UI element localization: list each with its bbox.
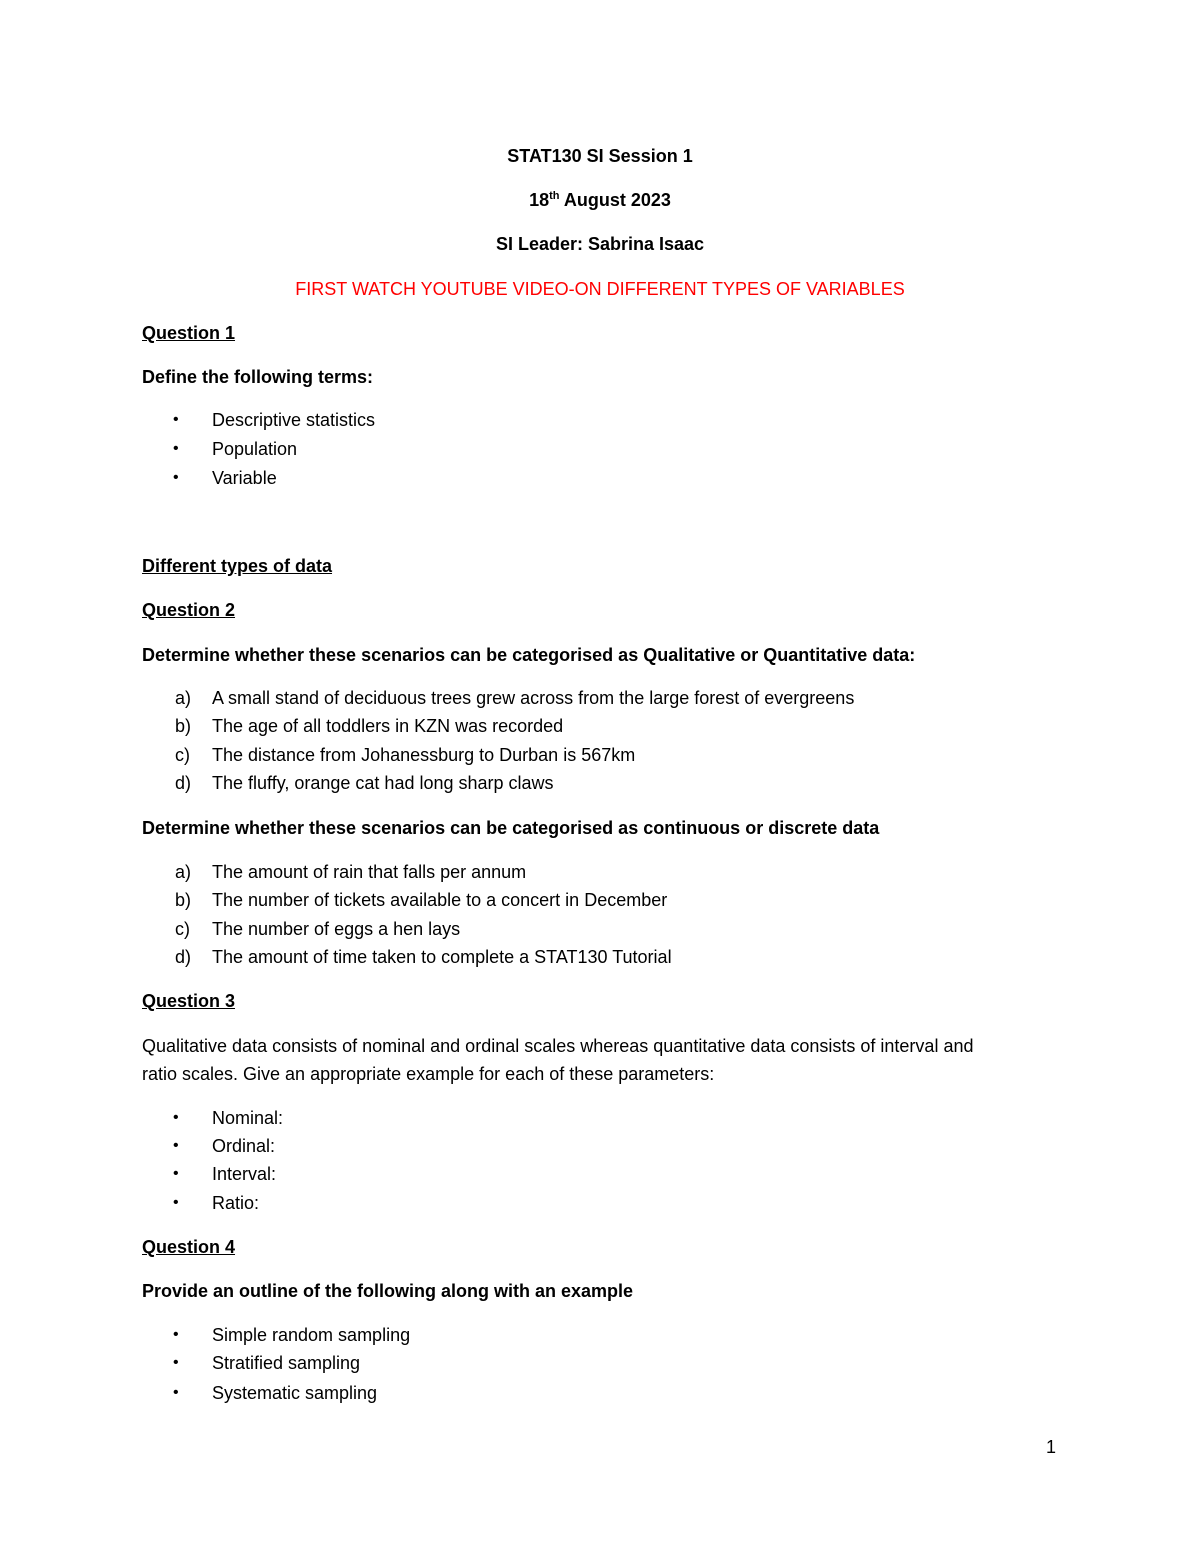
list-item: The number of tickets available to a concert in December (212, 890, 668, 910)
list-item: Population (212, 439, 298, 459)
si-leader: SI Leader: Sabrina Isaac (495, 234, 705, 254)
question-4-heading: Question 4 (142, 1237, 236, 1257)
bullet-icon: • (173, 1194, 179, 1211)
bullet-icon: • (173, 411, 179, 428)
list-item: Interval: (212, 1164, 277, 1184)
list-item: Descriptive statistics (212, 410, 376, 430)
bullet-icon: • (173, 440, 179, 457)
list-marker: c) (175, 919, 190, 939)
list-item: The number of eggs a hen lays (212, 919, 461, 939)
bullet-icon: • (173, 1354, 179, 1371)
video-notice: FIRST WATCH YOUTUBE VIDEO-ON DIFFERENT TYPES OF VARIABLES (295, 279, 905, 299)
list-marker: b) (175, 716, 192, 736)
list-marker: a) (175, 688, 192, 708)
list-item: Ordinal: (212, 1136, 276, 1156)
question-3-paragraph-line-2: ratio scales. Give an appropriate example for each of these parameters: (142, 1064, 715, 1084)
question-2-heading: Question 2 (142, 600, 236, 620)
question-2-instruction-1: Determine whether these scenarios can be categorised as Qualitative or Quantitative data: (142, 645, 916, 665)
question-3-paragraph-line-1: Qualitative data consists of nominal and ordinal scales whereas quantitative data consists of interval and (142, 1036, 974, 1056)
bullet-icon: • (173, 1109, 179, 1126)
list-item: The distance from Johanessburg to Durban is 567km (212, 745, 636, 765)
list-item: The amount of rain that falls per annum (212, 862, 527, 882)
question-4-instruction: Provide an outline of the following along with an example (142, 1281, 634, 1301)
list-item: Variable (212, 468, 277, 488)
list-marker: c) (175, 745, 190, 765)
list-item: Ratio: (212, 1193, 260, 1213)
list-marker: d) (175, 947, 192, 967)
bullet-icon: • (173, 1165, 179, 1182)
bullet-icon: • (173, 1137, 179, 1154)
date-rest: August 2023 (559, 190, 671, 210)
question-2-instruction-2: Determine whether these scenarios can be categorised as continuous or discrete data (142, 818, 880, 838)
session-date (0, 188, 1200, 212)
section-heading: Different types of data (142, 556, 333, 576)
date-day: 18 (529, 190, 550, 210)
page-number: 1 (1046, 1437, 1057, 1457)
bullet-icon: • (173, 1384, 179, 1401)
list-item: The fluffy, orange cat had long sharp claws (212, 773, 554, 793)
list-item: The amount of time taken to complete a STAT130 Tutorial (212, 947, 672, 967)
question-3-heading: Question 3 (142, 991, 236, 1011)
date-suffix: th (549, 190, 560, 202)
list-marker: a) (175, 862, 192, 882)
question-1-heading: Question 1 (142, 323, 236, 343)
list-item: Simple random sampling (212, 1325, 411, 1345)
list-item: Stratified sampling (212, 1353, 361, 1373)
document-title: STAT130 SI Session 1 (507, 146, 693, 166)
list-item: A small stand of deciduous trees grew across from the large forest of evergreens (212, 688, 855, 708)
bullet-icon: • (173, 1326, 179, 1343)
list-item: Systematic sampling (212, 1383, 378, 1403)
list-marker: d) (175, 773, 192, 793)
question-1-instruction: Define the following terms: (142, 367, 374, 387)
bullet-icon: • (173, 469, 179, 486)
list-item: The age of all toddlers in KZN was recorded (212, 716, 564, 736)
list-item: Nominal: (212, 1108, 284, 1128)
list-marker: b) (175, 890, 192, 910)
